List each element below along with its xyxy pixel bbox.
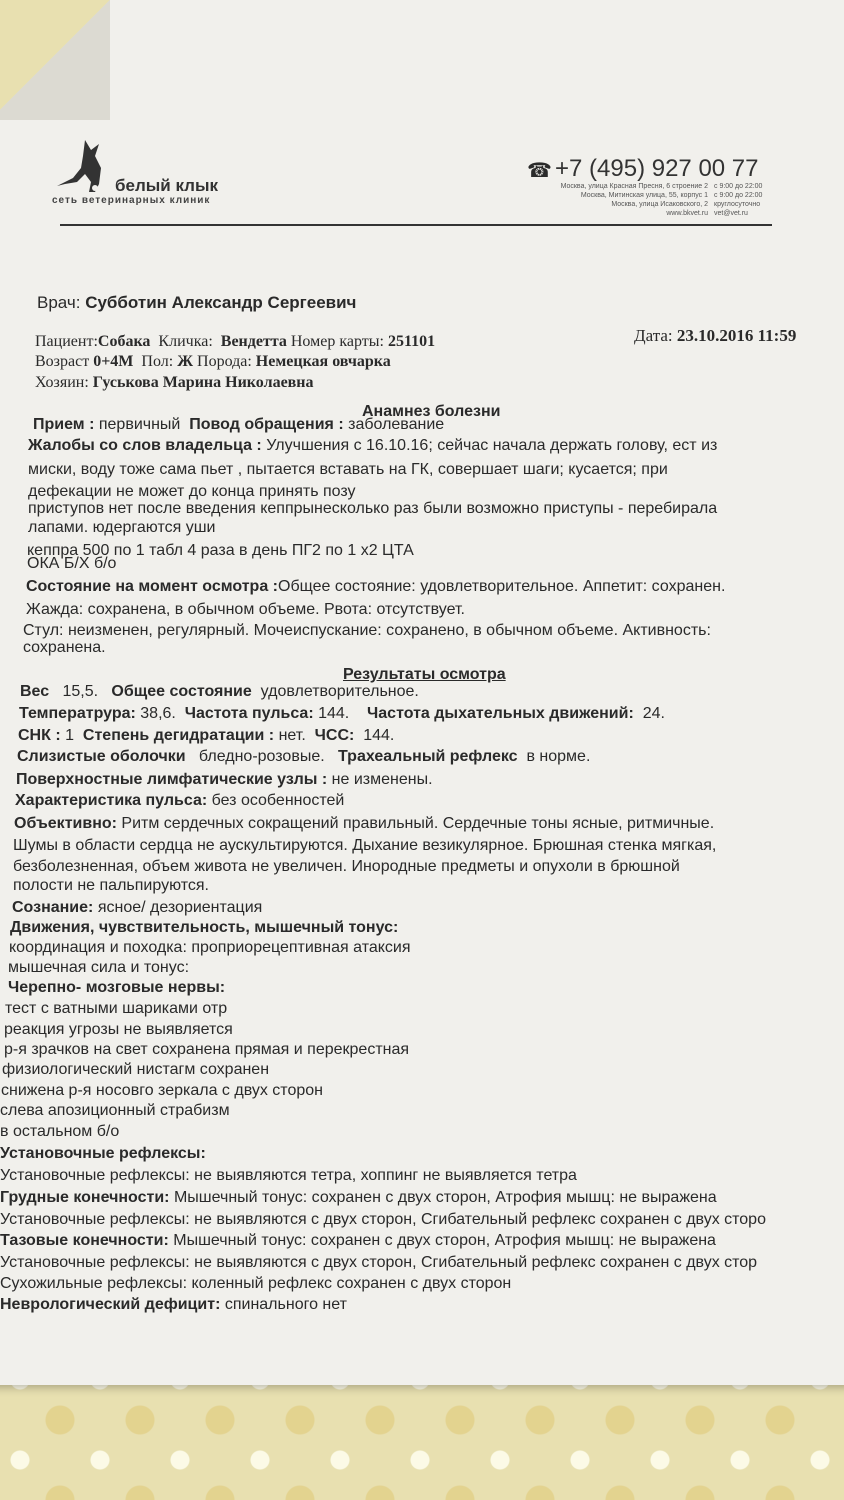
objective-line-4: полости не пальпируются.	[13, 877, 209, 894]
cranial-line-3: р-я зрачков на свет сохранена прямая и перекрестная	[4, 1041, 410, 1058]
cranial-label: Черепно- мозговые нервы:	[8, 979, 226, 996]
lymph-line: Поверхностные лимфатические узлы : не изменены.	[16, 771, 433, 788]
tendon-line: Сухожильные рефлексы: коленный рефлекс сохранен с двух сторон	[0, 1275, 512, 1292]
cranial-line-7: в остальном б/о	[0, 1123, 120, 1140]
conscious-line: Сознание: ясное/ дезориентация	[12, 899, 263, 916]
complaints-line-2: миски, воду тоже сама пьет , пытается вставать на ГК, совершает шаги; кусается; при	[28, 461, 668, 478]
folded-corner	[0, 0, 110, 120]
vitals-line: Температрура: 38,6. Частота пульса: 144. Частота дыхательных движений: 24.	[19, 705, 665, 722]
objective-line-2: Шумы в области сердца не аускультируются. Дыхание везикулярное. Брюшная стенка мягкая,	[13, 837, 717, 854]
pelvic-line-1: Тазовые конечности: Мышечный тонус: сохранен с двух сторон, Атрофия мышц: не выражена	[0, 1232, 716, 1249]
pulse-char-line: Характеристика пульса: без особенностей	[15, 792, 345, 809]
clinic-hours: с 9:00 до 22:00 с 9:00 до 22:00 круглосуточно vet@vet.ru	[714, 183, 763, 217]
cranial-line-4: физиологический нистагм сохранен	[2, 1061, 270, 1078]
clinic-name: белый клык	[115, 176, 218, 195]
patient-line: Пациент:Собака Кличка: Вендетта Номер карты: 251101	[35, 333, 436, 350]
movement-label: Движения, чувствительность, мышечный тонус:	[10, 919, 399, 936]
state-line-2: Жажда: сохранена, в обычном объеме. Рвота: отсутствует.	[26, 601, 465, 618]
mucosa-line: Слизистые оболочки бледно-розовые. Трахеальный рефлекс в норме.	[17, 748, 591, 765]
complaints-line-3: дефекации не может до конца принять позу	[28, 483, 356, 500]
neuro-line: Неврологический дефицит: спинального нет	[0, 1296, 347, 1313]
visit-date: Дата: 23.10.2016 11:59	[634, 326, 797, 345]
snk-line: СНК : 1 Степень дегидратации : нет. ЧСС: 144.	[18, 727, 395, 744]
objective-line-1: Объективно: Ритм сердечных сокращений правильный. Сердечные тоны ясные, ритмичные.	[14, 815, 715, 832]
exam-title: Результаты осмотра	[343, 666, 506, 683]
cranial-line-5: снижена р-я носовго зеркала с двух сторон	[1, 1082, 323, 1099]
clinic-phone: +7 (495) 927 00 77	[555, 155, 759, 182]
weight-line: Вес 15,5. Общее состояние удовлетворительное.	[20, 683, 419, 700]
movement-line-2: мышечная сила и тонус:	[8, 959, 190, 976]
movement-line-1: координация и походка: проприорецептивная атаксия	[9, 939, 411, 956]
state-line-4: сохранена.	[23, 639, 106, 656]
postural-label: Установочные рефлексы:	[0, 1145, 206, 1162]
state-line-3: Стул: неизменен, регулярный. Мочеиспускание: сохранено, в обычном объеме. Активность:	[23, 622, 711, 639]
objective-line-3: безболезненная, объем живота не увеличен. Инородные предметы и опухоли в брюшной	[13, 858, 680, 875]
pelvic-line-2: Установочные рефлексы: не выявляются с двух сторон, Сгибательный рефлекс сохранен с двух стор	[0, 1254, 758, 1271]
visit-line: Прием : первичный Повод обращения : заболевание	[33, 416, 445, 433]
age-line: Возраст 0+4М Пол: Ж Порода: Немецкая овчарка	[35, 353, 391, 370]
postural-line-1: Установочные рефлексы: не выявляются тетра, хоппинг не выявляется тетра	[0, 1167, 577, 1184]
clinic-addresses: Москва, улица Красная Пресня, 6 строение 2 Москва, Митинская улица, 55, корпус 1 Москва, улица Исаковского, 2 www.bkvet.ru	[560, 183, 708, 217]
owner-line: Хозяин: Гуськова Марина Николаевна	[35, 374, 314, 391]
thoracic-line-1: Грудные конечности: Мышечный тонус: сохранен с двух сторон, Атрофия мышц: не выражена	[0, 1189, 717, 1206]
complaints-line-6: кеппра 500 по 1 табл 4 раза в день ПГ2 по 1 х2 ЦТА	[27, 542, 414, 559]
doctor-line: Врач: Субботин Александр Сергеевич	[37, 293, 357, 312]
anamnesis-title: Анамнез болезни	[362, 403, 501, 420]
complaints-line-1: Жалобы со слов владельца : Улучшения с 16.10.16; сейчас начала держать голову, ест из	[28, 437, 718, 454]
thoracic-line-2: Установочные рефлексы: не выявляются с двух сторон, Сгибательный рефлекс сохранен с двух сторо	[0, 1211, 766, 1228]
cranial-line-1: тест с ватными шариками отр	[5, 1000, 228, 1017]
phone-icon: ☎	[527, 160, 552, 182]
cranial-line-2: реакция угрозы не выявляется	[4, 1021, 233, 1038]
cranial-line-6: слева апозиционный страбизм	[0, 1102, 230, 1119]
complaints-line-4: приступов нет после введения кеппрынесколько раз были возможно приступы - перебирала	[28, 500, 718, 517]
complaints-line-5: лапами. юдергаются уши	[28, 519, 216, 536]
header-rule	[60, 224, 772, 226]
clinic-tagline: сеть ветеринарных клиник	[52, 195, 211, 206]
state-line-1: Состояние на момент осмотра :Общее состояние: удовлетворительное. Аппетит: сохранен.	[26, 578, 726, 595]
dog-logo-icon	[55, 138, 117, 196]
complaints-line-7: ОКА Б/Х б/о	[27, 555, 117, 572]
